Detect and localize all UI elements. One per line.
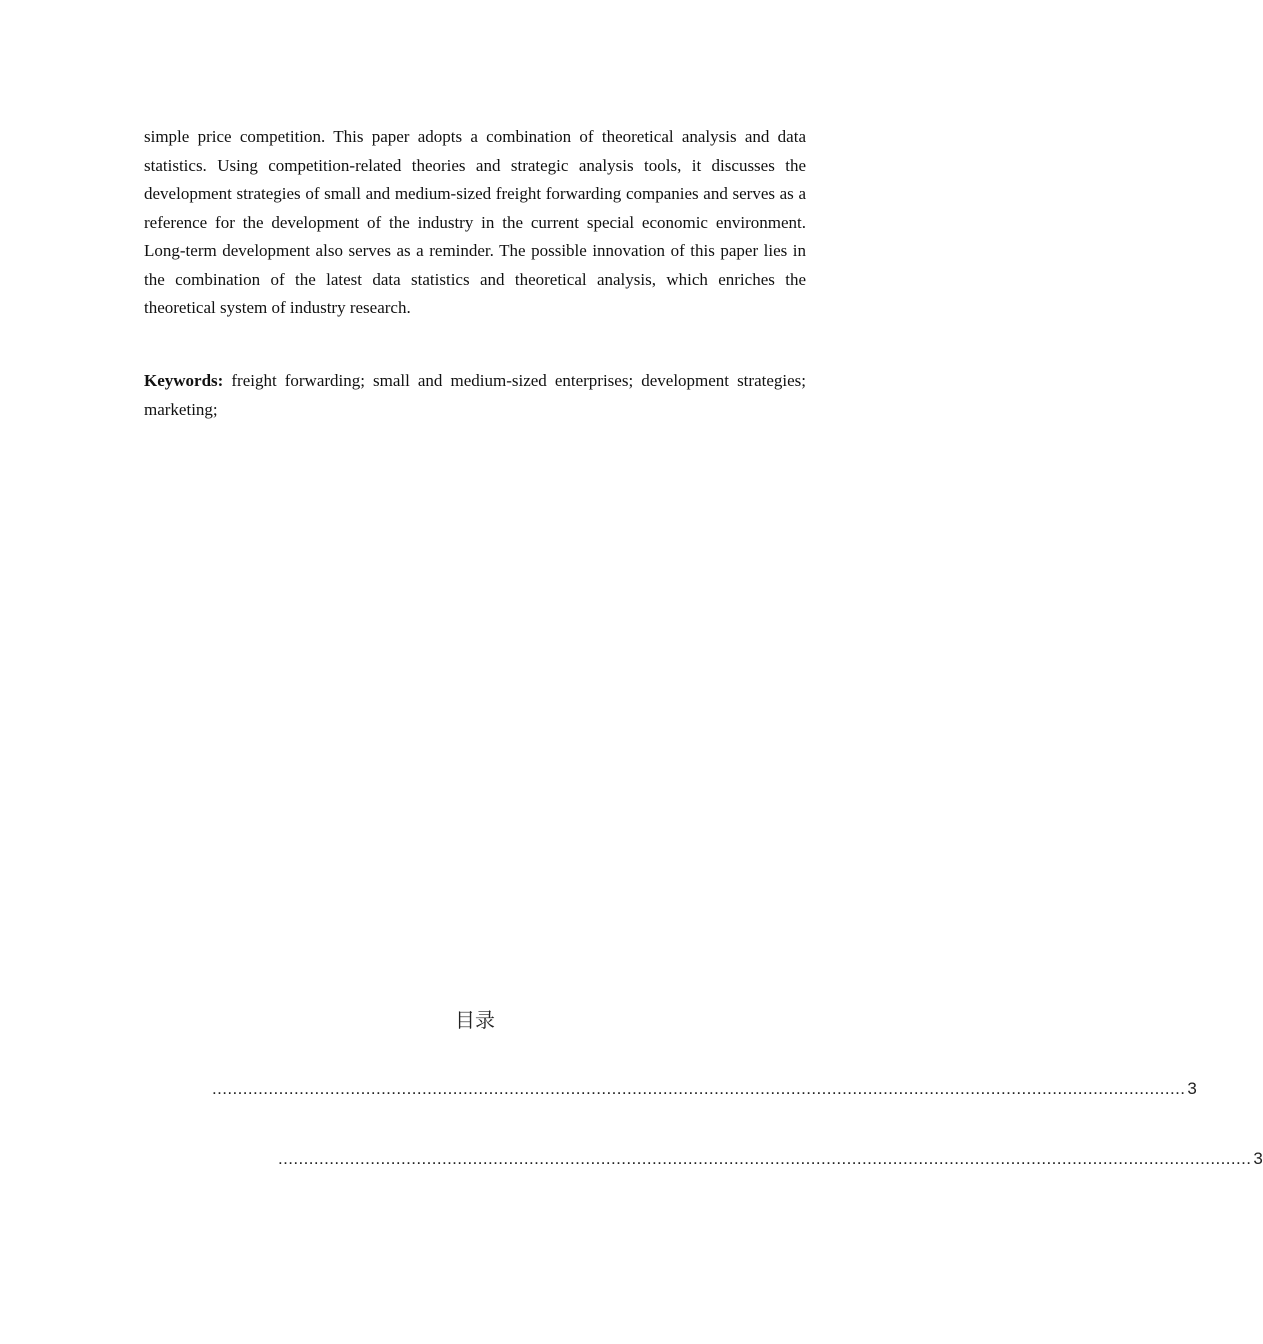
toc-dot-leader: .............................................................................................................................................................................................. [278, 1149, 1252, 1168]
keywords-label: Keywords: [144, 371, 224, 390]
toc-dot-leader: .............................................................................................................................................................................................. [212, 1079, 1186, 1098]
toc-page-number: 3 [1253, 1149, 1263, 1168]
abstract-body-text: simple price competition. This paper adopts a combination of theoretical analysis and data statistics. Using competition-related theories and strategic analysis tools, it discusses the development strategies of small and medium-sized freight forwarding companies and serves as a reference for the development of the industry in the current special economic environment. Long-term development also serves as a reminder. The possible innovation of this paper lies in the combination of the latest data statistics and theoretical analysis, which enriches the theoretical system of industry research. [144, 127, 806, 317]
toc-entry[interactable] [278, 1147, 1263, 1171]
toc-page-number: 3 [1187, 1079, 1197, 1098]
keywords-paragraph [144, 367, 806, 424]
keywords-text: freight forwarding; small and medium-sized enterprises; development strategies; marketing; [144, 371, 806, 419]
toc-entry[interactable] [212, 1077, 1197, 1101]
toc-title: 目录 [455, 1008, 495, 1032]
